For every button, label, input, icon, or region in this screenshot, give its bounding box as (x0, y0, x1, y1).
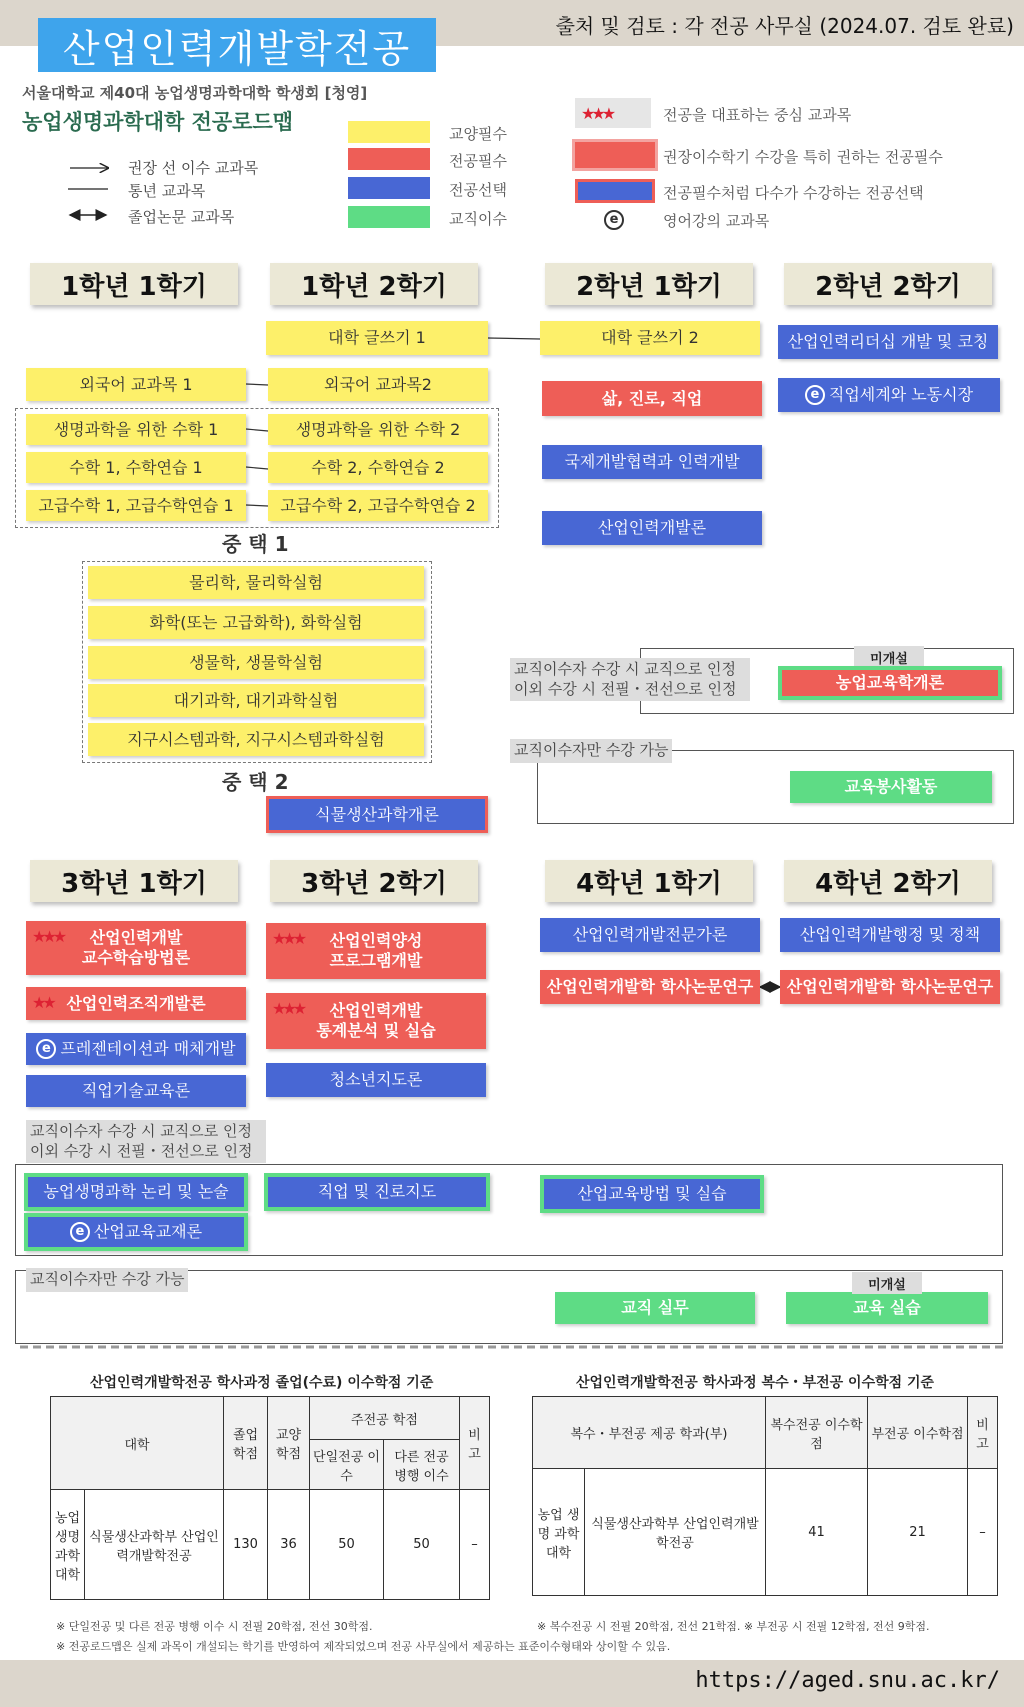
t1-header-other: 다른 전공 병행 이수 (384, 1440, 460, 1490)
course-program[interactable] (266, 923, 486, 979)
course-foreign2[interactable]: 외국어 교과목2 (268, 368, 488, 401)
semester-y4s2: 4학년 2학기 (784, 860, 992, 902)
course-service[interactable]: 교육봉사활동 (790, 771, 992, 803)
course-workworld-label: 직업세계와 노동시장 (828, 385, 974, 404)
course-plantprod[interactable]: 식물생산과학개론 (266, 796, 488, 833)
course-lifemath1[interactable]: 생명과학을 위한 수학 1 (26, 414, 246, 445)
teacher-recog-note (510, 658, 750, 701)
course-advmath2[interactable]: 고급수학 2, 고급수학연습 2 (268, 490, 488, 521)
closed-badge: 미개설 (854, 646, 924, 668)
course-teacher-practice[interactable]: 교직 실무 (555, 1292, 755, 1324)
t1-header-grad: 졸업 학점 (224, 1397, 268, 1490)
semester-y2s1: 2학년 1학기 (545, 263, 753, 305)
legend-swatch-green (348, 206, 430, 228)
course-stats-line2: 통계분석 및 실습 (316, 1021, 436, 1040)
t2-header-remark: 비고 (968, 1397, 998, 1469)
course-stats[interactable] (266, 993, 486, 1049)
course-policy[interactable]: 산업인력개발행정 및 정책 (780, 918, 1000, 952)
t2-remark: – (968, 1469, 998, 1596)
star-icon: ★★★ (272, 929, 304, 948)
course-program-line1: 산업인력양성 (329, 931, 423, 950)
legend-core-course: 전공을 대표하는 중심 교과목 (663, 106, 852, 124)
course-biology[interactable]: 생물학, 생물학실험 (88, 646, 424, 679)
website-url[interactable]: https://aged.snu.ac.kr/ (695, 1668, 1000, 1693)
legend-popular-elective: 전공필수처럼 다수가 수강하는 전공선택 (663, 184, 924, 202)
star-icon: ★★★ (272, 999, 304, 1018)
course-edu-practice[interactable]: 교육 실습 (786, 1292, 988, 1324)
table1-caption: 산업인력개발학전공 학사과정 졸업(수료) 이수학점 기준 (90, 1375, 434, 1391)
strong-recommend-swatch (575, 142, 655, 168)
course-logic[interactable]: 농업생명과학 논리 및 논술 (24, 1173, 248, 1211)
course-intl-dev[interactable]: 국제개발협력과 인력개발 (542, 445, 762, 479)
course-vocational[interactable]: 직업기술교육론 (26, 1075, 246, 1107)
t1-header-remark: 비고 (460, 1397, 490, 1490)
t1-other: 50 (384, 1490, 460, 1600)
course-thesis2[interactable]: 산업인력개발학 학사논문연구 (780, 970, 1000, 1004)
course-program-line2: 프로그램개발 (329, 951, 423, 970)
semester-y1s1: 1학년 1학기 (30, 263, 238, 305)
legend-thesis: 졸업논문 교과목 (128, 208, 235, 226)
teacher-recog-note-2 (26, 1120, 266, 1163)
t1-college: 농업 생명 과학 대학 (51, 1490, 85, 1600)
footnote-2: ※ 복수전공 시 전필 20학점, 전선 21학점. ※ 부전공 시 전필 12학점, 전선 9학점. (537, 1620, 930, 1633)
course-foreign1[interactable]: 외국어 교과목 1 (26, 368, 246, 401)
course-org-dev-label: 산업인력조직개발론 (66, 993, 206, 1013)
legend-teacher-cert: 교직이수 (449, 210, 507, 228)
course-physics[interactable]: 물리학, 물리학실험 (88, 566, 424, 599)
course-advmath1[interactable]: 고급수학 1, 고급수학연습 1 (26, 490, 246, 521)
course-chemistry[interactable]: 화학(또는 고급화학), 화학실험 (88, 606, 424, 639)
t2-double: 41 (766, 1469, 868, 1596)
star-icon: ★★★ (32, 927, 64, 946)
t2-header-dept: 복수・부전공 제공 학과(부) (533, 1397, 766, 1469)
course-atmos[interactable]: 대기과학, 대기과학실험 (88, 684, 424, 717)
semester-y3s1: 3학년 1학기 (30, 860, 238, 902)
english-icon: e (70, 1222, 90, 1242)
t1-remark: – (460, 1490, 490, 1600)
legend-english-course: 영어강의 교과목 (663, 212, 770, 230)
graduation-credit-table (50, 1396, 490, 1600)
double-minor-credit-table (532, 1396, 998, 1596)
t1-header-college: 대학 (51, 1397, 224, 1490)
teacher-only-note: 교직이수자만 수강 가능 (510, 739, 672, 763)
t1-single: 50 (310, 1490, 384, 1600)
english-icon: e (604, 208, 628, 230)
semester-y1s2: 1학년 2학기 (270, 263, 478, 305)
teacher-recog-line2: 이외 수강 시 전필・전선으로 인정 (514, 679, 737, 698)
star-icon: ★★ (32, 993, 53, 1012)
course-expert[interactable]: 산업인력개발전문가론 (540, 918, 760, 952)
t1-general: 36 (268, 1490, 310, 1600)
t2-minor: 21 (868, 1469, 968, 1596)
course-thesis1[interactable]: 산업인력개발학 학사논문연구 (540, 970, 760, 1004)
t2-college: 농업 생명 과학 대학 (533, 1469, 585, 1596)
legend-swatch-yellow (348, 121, 430, 143)
course-career-guide[interactable]: 직업 및 진로지도 (264, 1173, 490, 1211)
teacher-only-note-2: 교직이수자만 수강 가능 (26, 1268, 188, 1292)
legend-strongly-recommended: 권장이수학기 수강을 특히 권하는 전공필수 (663, 148, 943, 166)
course-org-dev[interactable] (26, 987, 246, 1020)
course-teaching-methods-line1: 산업인력개발 (89, 928, 183, 947)
course-math1[interactable]: 수학 1, 수학연습 1 (26, 452, 246, 483)
english-icon: e (805, 385, 825, 405)
course-leadership[interactable]: 산업인력리더십 개발 및 코칭 (778, 325, 998, 359)
choice2-label: 중 택 2 (222, 770, 289, 794)
legend-swatch-red (348, 148, 430, 170)
legend-general-required: 교양필수 (449, 125, 507, 143)
semester-y2s2: 2학년 2학기 (784, 263, 992, 305)
course-stats-line1: 산업인력개발 (329, 1001, 423, 1020)
semester-y3s2: 3학년 2학기 (270, 860, 478, 902)
course-writing1[interactable]: 대학 글쓰기 1 (266, 321, 488, 355)
t2-header-double: 복수전공 이수학점 (766, 1397, 868, 1469)
t2-dept: 식물생산과학부 산업인력개발학전공 (585, 1469, 766, 1596)
t1-header-single: 단일전공 이수 (310, 1440, 384, 1490)
footnote-1: ※ 단일전공 및 다른 전공 병행 이수 시 전필 20학점, 전선 30학점. (56, 1620, 373, 1633)
t1-dept: 식물생산과학부 산업인력개발학전공 (85, 1490, 224, 1600)
course-textbook[interactable] (24, 1213, 248, 1251)
course-textbook-label: 산업교육교재론 (93, 1222, 203, 1241)
teacher-recog-line2-2: 이외 수강 시 전필・전선으로 인정 (30, 1141, 253, 1160)
legend-swatch-blue (348, 177, 430, 199)
teacher-recog-line1-2: 교직이수자 수강 시 교직으로 인정 (30, 1122, 252, 1140)
course-presentation[interactable] (26, 1033, 246, 1065)
source-note: 출처 및 검토 : 각 전공 사무실 (2024.07. 검토 완료) (555, 14, 1014, 38)
course-earth[interactable]: 지구시스템과학, 지구시스템과학실험 (88, 723, 424, 756)
course-writing2[interactable]: 대학 글쓰기 2 (540, 321, 760, 355)
course-presentation-label: 프레젠테이션과 매체개발 (60, 1039, 236, 1058)
course-workworld[interactable] (778, 378, 1000, 412)
t1-header-major: 주전공 학점 (310, 1397, 460, 1440)
course-teaching-methods[interactable] (26, 921, 246, 975)
english-icon: e (36, 1039, 56, 1059)
roadmap-title: 농업생명과학대학 전공로드맵 (22, 110, 294, 134)
major-title: 산업인력개발학전공 (38, 18, 436, 72)
council-name: 서울대학교 제40대 농업생명과학대학 학생회 [청영] (22, 84, 368, 102)
course-agedu-intro[interactable]: 농업교육학개론 (778, 666, 1002, 700)
choice1-label: 중 택 1 (222, 532, 289, 556)
table2-caption: 산업인력개발학전공 학사과정 복수・부전공 이수학점 기준 (576, 1375, 935, 1391)
popular-elective-swatch (575, 179, 655, 203)
course-life-career[interactable]: 삶, 진로, 직업 (542, 381, 762, 416)
semester-y4s1: 4학년 1학기 (545, 860, 753, 902)
core-course-swatch (575, 98, 651, 128)
course-teaching-methods-line2: 교수학습방법론 (81, 948, 191, 967)
legend-major-elective: 전공선택 (449, 181, 507, 199)
t2-header-minor: 부전공 이수학점 (868, 1397, 968, 1469)
teacher-recog-line1: 교직이수자 수강 시 교직으로 인정 (514, 660, 736, 678)
legend-major-required: 전공필수 (449, 152, 507, 170)
course-math2[interactable]: 수학 2, 수학연습 2 (268, 452, 488, 483)
legend-same-year: 통년 교과목 (128, 182, 206, 200)
closed-badge-2: 미개설 (852, 1272, 922, 1294)
t1-grad: 130 (224, 1490, 268, 1600)
t1-header-general: 교양 학점 (268, 1397, 310, 1490)
course-youth[interactable]: 청소년지도론 (266, 1063, 486, 1097)
footnote-3: ※ 전공로드맵은 실제 과목이 개설되는 학기를 반영하여 제작되었으며 전공 사무실에서 제공하는 표준이수형태와 상이할 수 있음. (56, 1640, 671, 1653)
course-hrd-intro[interactable]: 산업인력개발론 (542, 511, 762, 545)
course-lifemath2[interactable]: 생명과학을 위한 수학 2 (268, 414, 488, 445)
course-indedu-method[interactable]: 산업교육방법 및 실습 (540, 1175, 764, 1213)
legend-prereq: 권장 선 이수 교과목 (128, 159, 259, 177)
star-icon: ★★★ (581, 104, 613, 123)
